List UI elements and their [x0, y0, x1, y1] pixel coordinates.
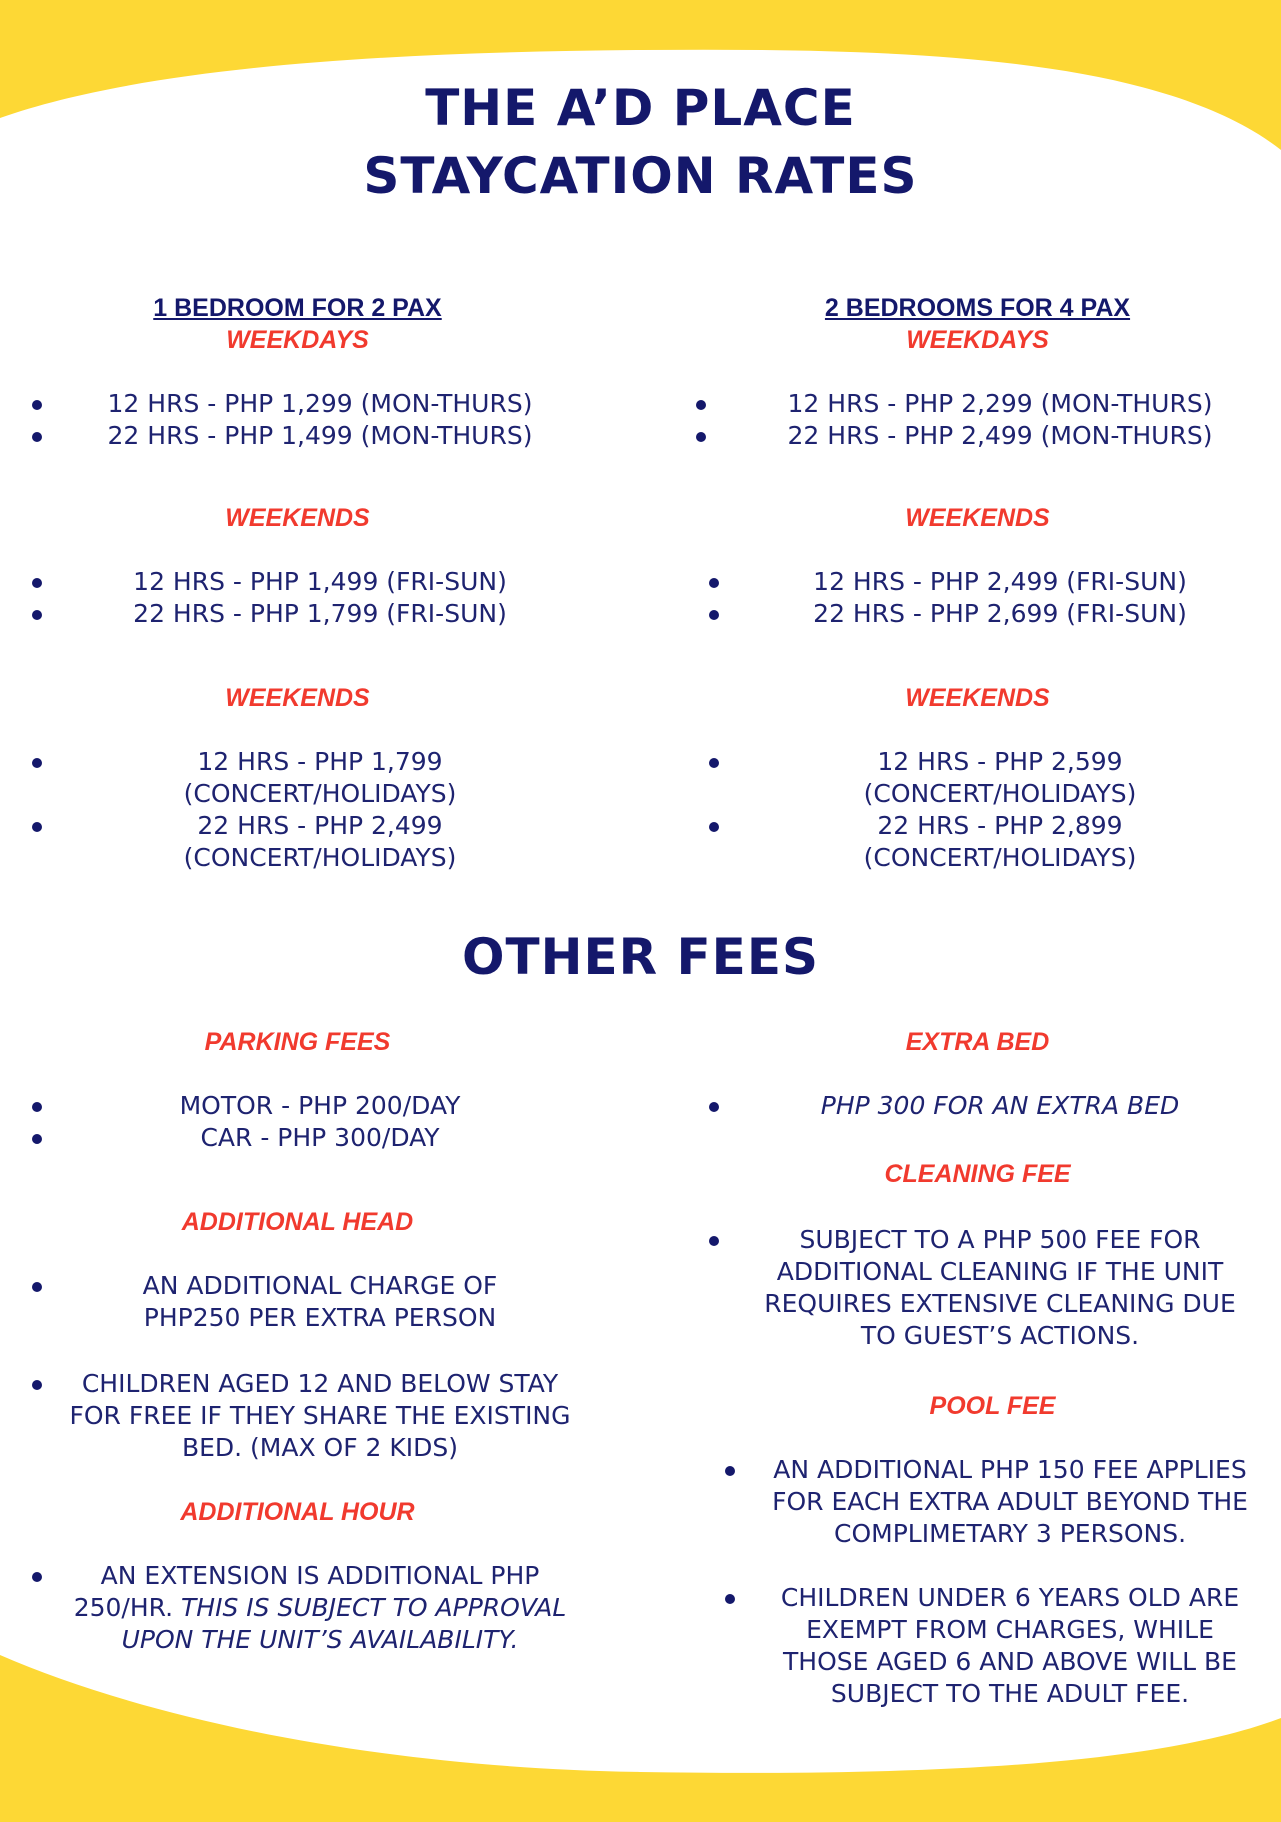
bullet-icon	[32, 1134, 42, 1144]
extra-bed-label: EXTRA BED	[905, 1028, 1050, 1056]
other-fees-title: OTHER FEES	[462, 928, 819, 986]
plan-2-weekday-rate: 12 HRS - PHP 2,299 (MON-THURS)	[787, 389, 1213, 418]
plan-1-holiday-rate: 12 HRS - PHP 1,799	[197, 747, 443, 776]
bullet-icon	[709, 578, 719, 588]
additional-hour-label: ADDITIONAL HOUR	[180, 1498, 415, 1526]
bullet-icon	[32, 1102, 42, 1112]
page-title-line1: THE A’D PLACE	[425, 79, 856, 137]
plan-1-weekday-rate: 22 HRS - PHP 1,499 (MON-THURS)	[107, 421, 533, 450]
bullet-icon	[725, 1594, 735, 1604]
additional-hour-plain: AN EXTENSION IS ADDITIONAL PHP 250/HR.	[73, 1561, 540, 1622]
bullet-icon	[32, 1572, 42, 1582]
bullet-icon	[709, 822, 719, 832]
bullet-icon	[709, 1102, 719, 1112]
extra-bed-text: PHP 300 FOR AN EXTRA BED	[820, 1091, 1180, 1120]
plan-2-weekend-rate: 22 HRS - PHP 2,699 (FRI-SUN)	[813, 599, 1187, 628]
bullet-icon	[709, 610, 719, 620]
plan-2-holiday-rate: 22 HRS - PHP 2,899	[877, 811, 1123, 840]
plan-2-holiday-rate: 12 HRS - PHP 2,599	[877, 747, 1123, 776]
additional-head-item: CHILDREN AGED 12 AND BELOW STAY FOR FREE IF THEY SHARE THE EXISTING BED. (MAX OF 2 KIDS)	[69, 1369, 571, 1462]
plan-1-holiday-note: (CONCERT/HOLIDAYS)	[183, 843, 457, 872]
page-title-line2: STAYCATION RATES	[363, 147, 918, 205]
bullet-icon	[32, 578, 42, 588]
parking-fee-item: MOTOR - PHP 200/DAY	[179, 1091, 461, 1120]
bullet-icon	[725, 1466, 735, 1476]
plan-2-weekend-rate: 12 HRS - PHP 2,499 (FRI-SUN)	[813, 567, 1187, 596]
bullet-icon	[709, 758, 719, 768]
bullet-icon	[696, 400, 706, 410]
parking-fee-item: CAR - PHP 300/DAY	[200, 1123, 440, 1152]
plan-2-name: 2 BEDROOMS FOR 4 PAX	[824, 294, 1131, 322]
cleaning-fee-text: SUBJECT TO A PHP 500 FEE FOR ADDITIONAL CLEANING IF THE UNIT REQUIRES EXTENSIVE CLEANING DUE TO GUEST’S ACTIONS.	[764, 1225, 1236, 1350]
bullet-icon	[32, 822, 42, 832]
additional-head-label: ADDITIONAL HEAD	[181, 1208, 414, 1236]
plan-1-weekend-rate: 22 HRS - PHP 1,799 (FRI-SUN)	[133, 599, 507, 628]
additional-hour-italic-note: THIS IS SUBJECT TO APPROVAL UPON THE UNIT’S AVAILABILITY.	[121, 1593, 567, 1654]
plan-2-holiday-note: (CONCERT/HOLIDAYS)	[863, 843, 1137, 872]
bullet-icon	[32, 432, 42, 442]
plan-2-holiday-note: (CONCERT/HOLIDAYS)	[863, 779, 1137, 808]
pool-fee-item: CHILDREN UNDER 6 YEARS OLD ARE EXEMPT FROM CHARGES, WHILE THOSE AGED 6 AND ABOVE WILL BE SUBJECT TO THE ADULT FEE.	[780, 1583, 1240, 1708]
plan-1-holiday-rate: 22 HRS - PHP 2,499	[197, 811, 443, 840]
plan-1-holidays-label: WEEKENDS	[225, 684, 370, 712]
plan-2-weekends-label: WEEKENDS	[905, 504, 1050, 532]
pool-fee-item: AN ADDITIONAL PHP 150 FEE APPLIES FOR EACH EXTRA ADULT BEYOND THE COMPLIMETARY 3 PERSONS.	[772, 1455, 1248, 1548]
bullet-icon	[32, 610, 42, 620]
bullet-icon	[32, 758, 42, 768]
plan-2-weekday-rate: 22 HRS - PHP 2,499 (MON-THURS)	[787, 421, 1213, 450]
plan-1-weekend-rate: 12 HRS - PHP 1,499 (FRI-SUN)	[133, 567, 507, 596]
bullet-icon	[32, 1380, 42, 1390]
plan-1-holiday-note: (CONCERT/HOLIDAYS)	[183, 779, 457, 808]
plan-2-weekdays-label: WEEKDAYS	[906, 326, 1049, 354]
plan-1-weekday-rate: 12 HRS - PHP 1,299 (MON-THURS)	[107, 389, 533, 418]
plan-1-name: 1 BEDROOM FOR 2 PAX	[153, 294, 442, 322]
additional-head-item: AN ADDITIONAL CHARGE OF PHP250 PER EXTRA PERSON	[142, 1271, 498, 1332]
plan-2-holidays-label: WEEKENDS	[905, 684, 1050, 712]
plan-1-weekends-label: WEEKENDS	[225, 504, 370, 532]
pool-fee-label: POOL FEE	[929, 1392, 1056, 1420]
bullet-icon	[709, 1236, 719, 1246]
bullet-icon	[32, 1282, 42, 1292]
bullet-icon	[696, 432, 706, 442]
parking-fees-label: PARKING FEES	[204, 1028, 391, 1056]
bullet-icon	[32, 400, 42, 410]
cleaning-fee-label: CLEANING FEE	[884, 1160, 1071, 1188]
additional-hour-text	[65, 1560, 575, 1656]
plan-1-weekdays-label: WEEKDAYS	[226, 326, 369, 354]
